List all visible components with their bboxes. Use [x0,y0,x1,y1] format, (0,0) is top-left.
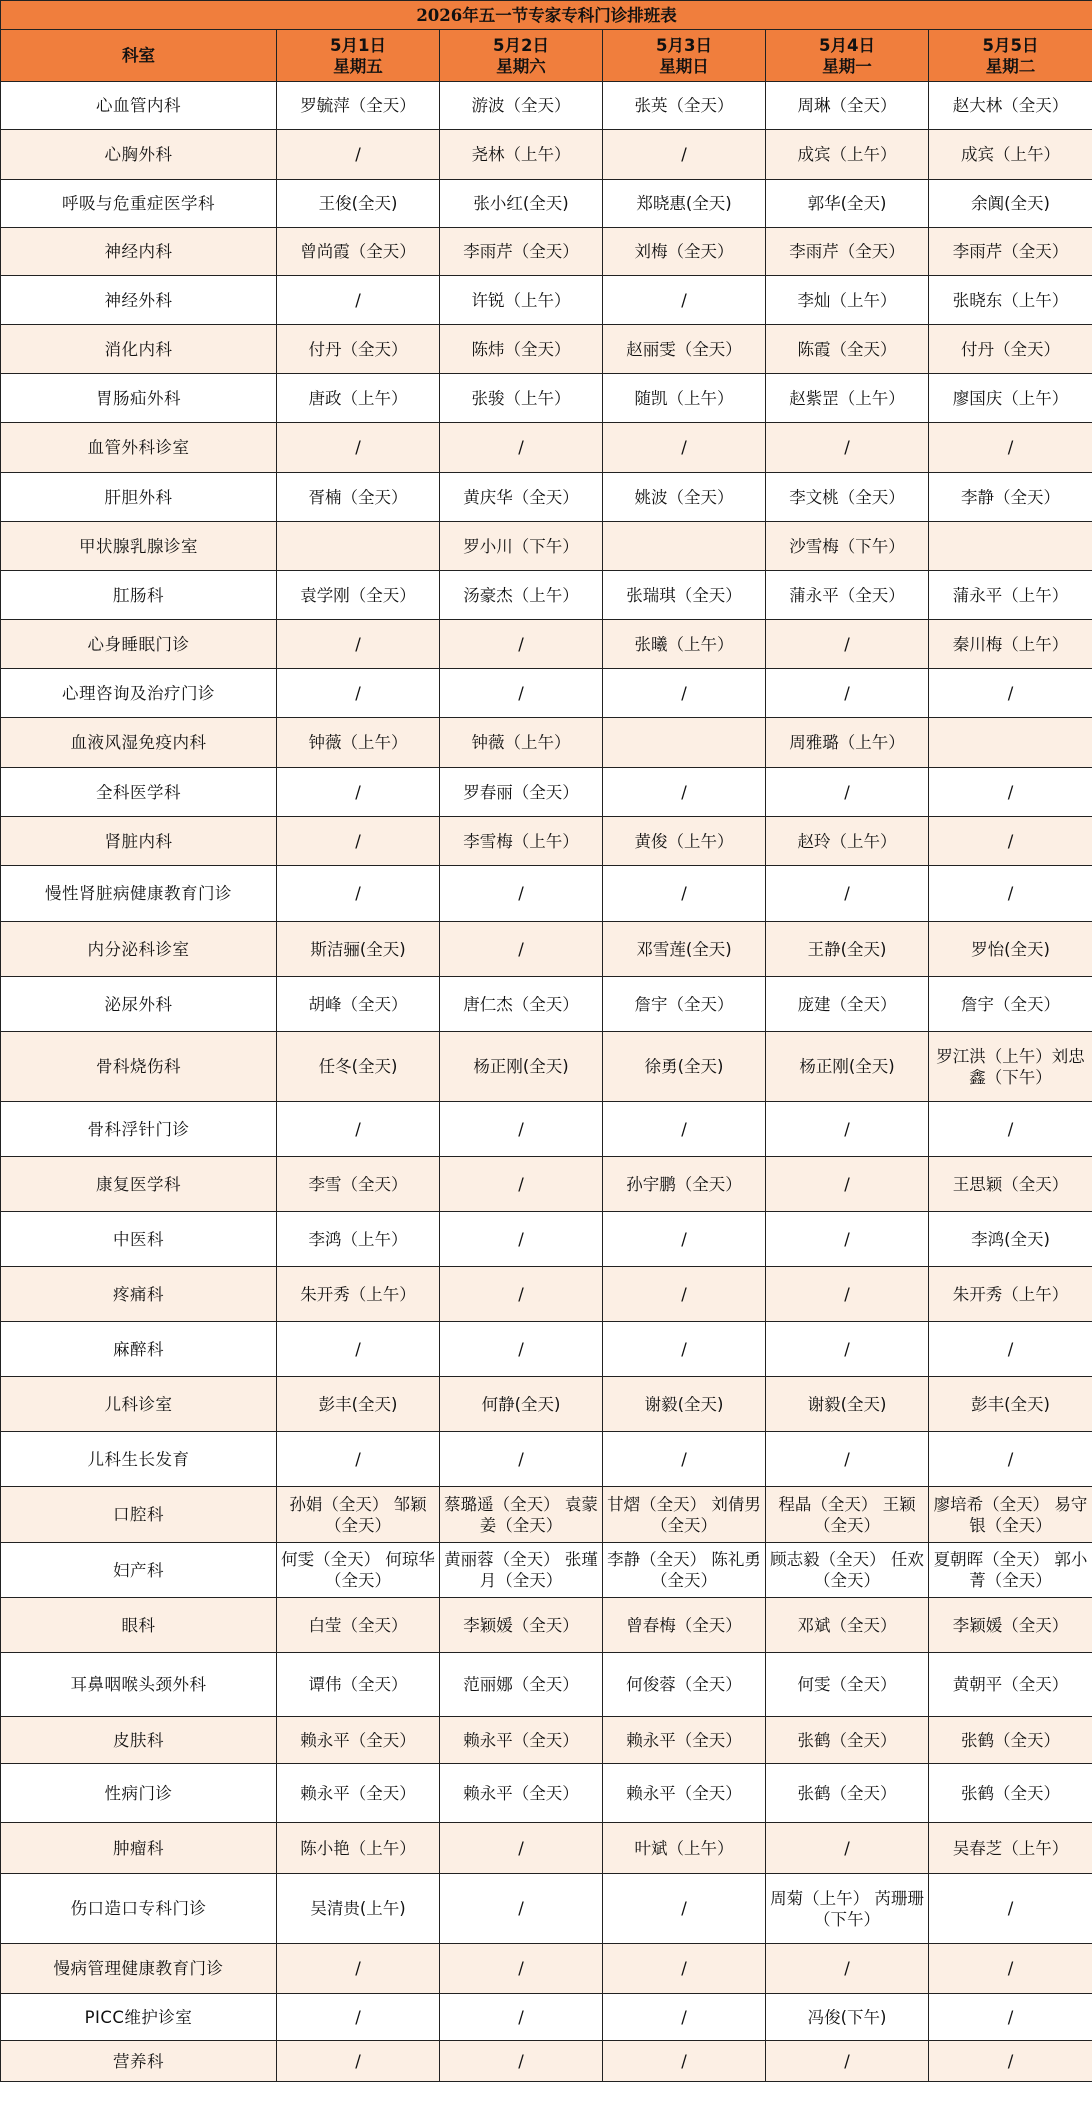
schedule-cell: / [603,1994,766,2041]
schedule-cell: 李颖媛（全天） [929,1598,1092,1653]
dept-cell: 疼痛科 [1,1267,277,1322]
schedule-cell: 彭丰(全天) [277,1377,440,1432]
dept-cell: 慢病管理健康教育门诊 [1,1944,277,1994]
day-column-header [440,30,603,82]
day-date: 5月1日 [330,35,386,55]
schedule-cell: 彭丰(全天) [929,1377,1092,1432]
day-weekday: 星期二 [985,56,1036,76]
schedule-cell: 秦川梅（上午） [929,620,1092,669]
schedule-cell: 沙雪梅（下午） [766,522,929,571]
schedule-cell: 黄庆华（全天） [440,473,603,522]
schedule-cell: / [603,1322,766,1377]
table-row [1,180,1092,228]
schedule-cell: 范丽娜（全天） [440,1653,603,1717]
schedule-cell: / [440,2041,603,2082]
schedule-cell: 罗江洪（上午）刘忠鑫（下午） [929,1032,1092,1102]
table-row [1,1102,1092,1157]
schedule-cell: 谢毅(全天) [766,1377,929,1432]
schedule-cell: 李雨芹（全天） [440,228,603,276]
schedule-cell: 甘熠（全天） 刘倩男（全天） [603,1487,766,1543]
dept-cell: 血管外科诊室 [1,423,277,473]
schedule-cell: / [603,768,766,817]
schedule-cell: 钟薇（上午） [277,718,440,768]
schedule-cell: 付丹（全天） [929,325,1092,374]
schedule-cell: 付丹（全天） [277,325,440,374]
schedule-cell: 孙娟（全天） 邹颖（全天） [277,1487,440,1543]
schedule-cell: 李文桃（全天） [766,473,929,522]
dept-cell: 皮肤科 [1,1717,277,1764]
schedule-cell: / [440,669,603,718]
schedule-cell [277,522,440,571]
schedule-cell: / [440,922,603,977]
schedule-cell: 庞建（全天） [766,977,929,1032]
dept-cell: 伤口造口专科门诊 [1,1874,277,1944]
schedule-cell: / [929,817,1092,866]
table-row [1,1764,1092,1823]
schedule-cell: / [929,423,1092,473]
schedule-cell: 邓斌（全天） [766,1598,929,1653]
table-row [1,1432,1092,1487]
table-row [1,571,1092,620]
day-weekday: 星期日 [659,56,709,76]
schedule-cell: / [440,1102,603,1157]
schedule-cell: 随凯（上午） [603,374,766,423]
schedule-cell: / [440,1267,603,1322]
schedule-cell: 朱开秀（上午） [277,1267,440,1322]
schedule-cell: 周雅璐（上午） [766,718,929,768]
schedule-cell: 杨正刚(全天) [766,1032,929,1102]
schedule-cell: 吴清贵(上午) [277,1874,440,1944]
schedule-cell: / [766,1157,929,1212]
schedule-cell: / [766,620,929,669]
table-row [1,1543,1092,1598]
schedule-cell: 蔡璐遥（全天） 袁蒙姜（全天） [440,1487,603,1543]
schedule-cell: / [277,1102,440,1157]
table-row [1,718,1092,768]
schedule-cell: 任冬(全天) [277,1032,440,1102]
table-row [1,922,1092,977]
schedule-cell: 徐勇(全天) [603,1032,766,1102]
schedule-cell: / [277,1944,440,1994]
table-row [1,1157,1092,1212]
day-column-header [603,30,766,82]
table-row [1,1823,1092,1874]
table-row [1,1944,1092,1994]
schedule-cell: / [929,1944,1092,1994]
schedule-cell: 周菊（上午） 芮珊珊（下午） [766,1874,929,1944]
schedule-cell: / [603,1944,766,1994]
schedule-cell: 胥楠（全天） [277,473,440,522]
table-row [1,1212,1092,1267]
schedule-cell: / [440,1944,603,1994]
table-row [1,1032,1092,1102]
dept-cell: 妇产科 [1,1543,277,1598]
schedule-cell: / [440,1322,603,1377]
day-weekday: 星期五 [333,56,383,76]
table-title: 2026年五一节专家专科门诊排班表 [1,1,1092,30]
schedule-cell: / [603,866,766,922]
schedule-cell: / [440,1432,603,1487]
schedule-cell: 李雪（全天） [277,1157,440,1212]
schedule-cell: 王静(全天) [766,922,929,977]
dept-cell: 神经内科 [1,228,277,276]
dept-cell: 心胸外科 [1,130,277,180]
table-row [1,374,1092,423]
schedule-cell: / [277,669,440,718]
schedule-cell: 张瑞琪（全天） [603,571,766,620]
dept-cell: 肝胆外科 [1,473,277,522]
schedule-cell: 张曦（上午） [603,620,766,669]
schedule-cell: 吴春芝（上午） [929,1823,1092,1874]
dept-column-header: 科室 [1,30,277,82]
schedule-cell: / [603,276,766,325]
schedule-cell: 周琳（全天） [766,82,929,130]
schedule-cell: 张英（全天） [603,82,766,130]
schedule-cell: 张鹤（全天） [929,1717,1092,1764]
day-column-header [277,30,440,82]
dept-cell: 麻醉科 [1,1322,277,1377]
schedule-cell: / [603,1267,766,1322]
schedule-cell: / [766,1944,929,1994]
dept-cell: 肿瘤科 [1,1823,277,1874]
table-row [1,82,1092,130]
dept-cell: 眼科 [1,1598,277,1653]
schedule-body [1,82,1092,2082]
schedule-cell: 张鹤（全天） [766,1764,929,1823]
schedule-cell: / [603,423,766,473]
schedule-cell: / [766,1267,929,1322]
schedule-cell: 谭伟（全天） [277,1653,440,1717]
schedule-cell: 钟薇（上午） [440,718,603,768]
schedule-cell: 詹宇（全天） [929,977,1092,1032]
table-row [1,276,1092,325]
schedule-cell: / [440,620,603,669]
schedule-cell: 袁学刚（全天） [277,571,440,620]
dept-cell: 内分泌科诊室 [1,922,277,977]
table-row [1,669,1092,718]
day-date: 5月4日 [819,35,875,55]
day-date: 5月2日 [493,35,549,55]
schedule-cell: / [603,669,766,718]
table-row [1,1598,1092,1653]
schedule-cell: 李雨芹（全天） [929,228,1092,276]
schedule-cell: 张鹤（全天） [929,1764,1092,1823]
schedule-cell: 张鹤（全天） [766,1717,929,1764]
schedule-cell: 谢毅(全天) [603,1377,766,1432]
schedule-cell: / [603,1432,766,1487]
dept-cell: 消化内科 [1,325,277,374]
dept-cell: 康复医学科 [1,1157,277,1212]
schedule-cell: 张骏（上午） [440,374,603,423]
schedule-cell: / [440,866,603,922]
schedule-cell: / [766,1432,929,1487]
table-row [1,1322,1092,1377]
schedule-cell: 陈霞（全天） [766,325,929,374]
schedule-cell: / [929,1102,1092,1157]
schedule-cell: 胡峰（全天） [277,977,440,1032]
schedule-cell: 赖永平（全天） [440,1764,603,1823]
schedule-cell: / [766,866,929,922]
schedule-cell: 曾春梅（全天） [603,1598,766,1653]
schedule-cell: 唐政（上午） [277,374,440,423]
schedule-cell: / [440,423,603,473]
schedule-cell: 张晓东（上午） [929,276,1092,325]
day-column-header [766,30,929,82]
schedule-cell: 陈炜（全天） [440,325,603,374]
schedule-cell: 赵紫罡（上午） [766,374,929,423]
schedule-cell: 赵大林（全天） [929,82,1092,130]
schedule-cell: / [766,1212,929,1267]
table-row [1,1487,1092,1543]
dept-cell: 儿科生长发育 [1,1432,277,1487]
schedule-cell: 赵玲（上午） [766,817,929,866]
schedule-cell: / [929,768,1092,817]
table-row [1,130,1092,180]
schedule-cell: 罗怡(全天) [929,922,1092,977]
schedule-cell: / [603,1212,766,1267]
dept-cell: 耳鼻咽喉头颈外科 [1,1653,277,1717]
schedule-cell: 白莹（全天） [277,1598,440,1653]
schedule-cell: 郑晓惠(全天) [603,180,766,228]
schedule-cell: 斯洁骊(全天) [277,922,440,977]
dept-cell: 全科医学科 [1,768,277,817]
dept-cell: 甲状腺乳腺诊室 [1,522,277,571]
schedule-cell: / [766,768,929,817]
schedule-cell: / [766,669,929,718]
schedule-cell: 罗小川（下午） [440,522,603,571]
schedule-cell: 廖国庆（上午） [929,374,1092,423]
schedule-cell: 李灿（上午） [766,276,929,325]
schedule-cell: / [929,1432,1092,1487]
schedule-cell: 李静（全天） 陈礼勇（全天） [603,1543,766,1598]
dept-cell: 神经外科 [1,276,277,325]
schedule-cell: / [277,1322,440,1377]
schedule-cell: 尧林（上午） [440,130,603,180]
schedule-cell: 王俊(全天) [277,180,440,228]
schedule-cell: / [929,866,1092,922]
schedule-cell: / [440,1823,603,1874]
day-weekday: 星期六 [496,56,546,76]
table-row [1,325,1092,374]
schedule-cell: / [440,1874,603,1944]
day-weekday: 星期一 [822,56,872,76]
schedule-cell: 顾志毅（全天） 任欢（全天） [766,1543,929,1598]
schedule-cell: 游波（全天） [440,82,603,130]
schedule-cell: 李鸿（上午） [277,1212,440,1267]
schedule-cell: / [277,1994,440,2041]
schedule-cell: 廖培希（全天） 易守银（全天） [929,1487,1092,1543]
schedule-cell: / [277,817,440,866]
schedule-cell: / [929,2041,1092,2082]
schedule-cell: 叶斌（上午） [603,1823,766,1874]
schedule-cell: 杨正刚(全天) [440,1032,603,1102]
schedule-cell: 李鸿(全天) [929,1212,1092,1267]
schedule-cell: 邓雪莲(全天) [603,922,766,977]
schedule-cell: / [440,1212,603,1267]
table-row [1,1717,1092,1764]
schedule-cell: / [929,1994,1092,2041]
dept-cell: 口腔科 [1,1487,277,1543]
schedule-cell: 唐仁杰（全天） [440,977,603,1032]
schedule-cell: 蒲永平（上午） [929,571,1092,620]
schedule-cell: / [277,276,440,325]
schedule-cell [929,522,1092,571]
schedule-cell: 李颖媛（全天） [440,1598,603,1653]
schedule-cell: 陈小艳（上午） [277,1823,440,1874]
schedule-cell: 姚波（全天） [603,473,766,522]
dept-cell: 心血管内科 [1,82,277,130]
table-row [1,1377,1092,1432]
dept-cell: 胃肠疝外科 [1,374,277,423]
schedule-cell: / [929,1874,1092,1944]
dept-cell: 中医科 [1,1212,277,1267]
schedule-cell: 李雪梅（上午） [440,817,603,866]
table-row [1,866,1092,922]
table-row [1,228,1092,276]
schedule-cell: 李静（全天） [929,473,1092,522]
table-row [1,817,1092,866]
schedule-cell: 冯俊(下午) [766,1994,929,2041]
schedule-cell: / [440,1157,603,1212]
day-date: 5月3日 [656,35,712,55]
schedule-cell: / [766,423,929,473]
schedule-cell: 何俊蓉（全天） [603,1653,766,1717]
schedule-cell: / [277,130,440,180]
dept-cell: 肾脏内科 [1,817,277,866]
schedule-cell: 郭华(全天) [766,180,929,228]
dept-cell: 肛肠科 [1,571,277,620]
schedule-cell: / [277,620,440,669]
schedule-cell: 罗毓萍（全天） [277,82,440,130]
schedule-cell: 成宾（上午） [766,130,929,180]
schedule-cell: 赖永平（全天） [277,1717,440,1764]
schedule-cell: 王思颖（全天） [929,1157,1092,1212]
schedule-cell: 张小红(全天) [440,180,603,228]
schedule-cell: 汤豪杰（上午） [440,571,603,620]
schedule-cell: / [277,866,440,922]
schedule-cell: / [277,423,440,473]
schedule-cell: / [603,2041,766,2082]
table-row [1,620,1092,669]
dept-cell: 心理咨询及治疗门诊 [1,669,277,718]
schedule-cell: 李雨芹（全天） [766,228,929,276]
schedule-cell: 罗春丽（全天） [440,768,603,817]
schedule-cell [603,522,766,571]
table-row [1,473,1092,522]
table-row [1,423,1092,473]
dept-cell: 营养科 [1,2041,277,2082]
schedule-cell: / [277,1432,440,1487]
schedule-cell: 蒲永平（全天） [766,571,929,620]
schedule-cell: 何雯（全天） 何琼华（全天） [277,1543,440,1598]
schedule-cell: 夏朝晖（全天） 郭小菁（全天） [929,1543,1092,1598]
table-row [1,768,1092,817]
table-row [1,977,1092,1032]
schedule-cell: 何静(全天) [440,1377,603,1432]
table-row [1,1267,1092,1322]
schedule-cell: / [766,1322,929,1377]
dept-cell: 泌尿外科 [1,977,277,1032]
schedule-cell: 朱开秀（上午） [929,1267,1092,1322]
table-row [1,522,1092,571]
schedule-cell: 刘梅（全天） [603,228,766,276]
schedule-cell: 程晶（全天） 王颖（全天） [766,1487,929,1543]
schedule-cell [603,718,766,768]
day-column-header [929,30,1092,82]
dept-cell: 骨科烧伤科 [1,1032,277,1102]
dept-cell: 血液风湿免疫内科 [1,718,277,768]
table-row [1,2041,1092,2082]
dept-cell: PICC维护诊室 [1,1994,277,2041]
schedule-cell: / [929,669,1092,718]
schedule-cell: / [603,1102,766,1157]
schedule-cell: 詹宇（全天） [603,977,766,1032]
schedule-cell: 余阗(全天) [929,180,1092,228]
schedule-cell: / [277,768,440,817]
schedule-cell: 赖永平（全天） [603,1717,766,1764]
table-row [1,1994,1092,2041]
schedule-cell: 曾尚霞（全天） [277,228,440,276]
schedule-cell: / [440,1994,603,2041]
dept-cell: 呼吸与危重症医学科 [1,180,277,228]
schedule-cell: / [766,1823,929,1874]
schedule-cell: 黄俊（上午） [603,817,766,866]
table-row [1,1653,1092,1717]
schedule-cell: 黄朝平（全天） [929,1653,1092,1717]
schedule-cell: / [766,1102,929,1157]
schedule-cell [929,718,1092,768]
schedule-cell: / [766,2041,929,2082]
schedule-cell: 赵丽雯（全天） [603,325,766,374]
schedule-cell: 赖永平（全天） [603,1764,766,1823]
schedule-cell: / [603,1874,766,1944]
day-date: 5月5日 [982,35,1039,55]
schedule-cell: / [603,130,766,180]
schedule-cell: 许锐（上午） [440,276,603,325]
schedule-cell: 成宾（上午） [929,130,1092,180]
dept-cell: 心身睡眠门诊 [1,620,277,669]
schedule-cell: 赖永平（全天） [277,1764,440,1823]
table-row [1,1874,1092,1944]
schedule-cell: / [277,2041,440,2082]
schedule-cell: 何雯（全天） [766,1653,929,1717]
schedule-cell: 孙宇鹏（全天） [603,1157,766,1212]
dept-cell: 骨科浮针门诊 [1,1102,277,1157]
schedule-cell: 黄丽蓉（全天） 张瑾月（全天） [440,1543,603,1598]
schedule-cell: / [929,1322,1092,1377]
schedule-cell: 赖永平（全天） [440,1717,603,1764]
dept-cell: 慢性肾脏病健康教育门诊 [1,866,277,922]
dept-cell: 儿科诊室 [1,1377,277,1432]
dept-cell: 性病门诊 [1,1764,277,1823]
